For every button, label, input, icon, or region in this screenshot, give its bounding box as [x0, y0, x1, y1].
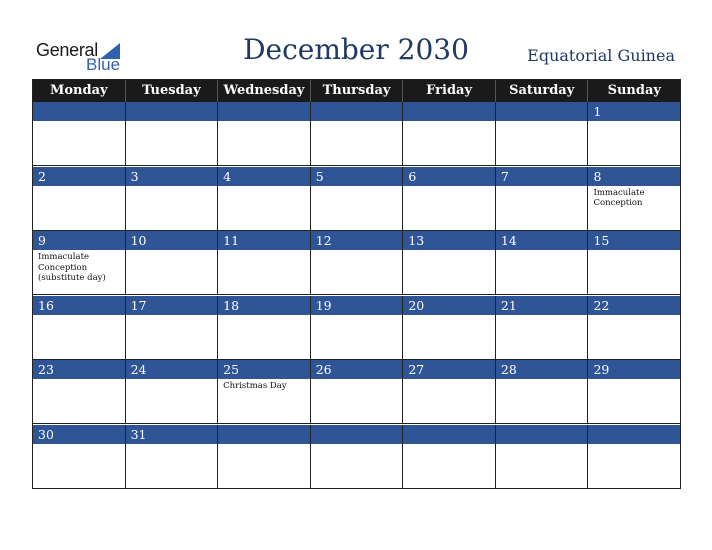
day-number: 30 — [33, 425, 125, 444]
day-cell — [311, 296, 404, 360]
weekday-header-row — [33, 80, 680, 102]
day-cell — [311, 167, 404, 231]
day-number: 21 — [496, 296, 588, 315]
day-number: 8 — [588, 167, 680, 186]
day-cell — [218, 167, 311, 231]
logo-blue-text: Blue — [86, 55, 121, 74]
week-row — [33, 296, 680, 360]
day-cell — [218, 231, 311, 295]
week-row — [33, 167, 680, 231]
calendar-grid — [32, 79, 681, 489]
day-cell — [33, 296, 126, 360]
day-number: 2 — [33, 167, 125, 186]
holiday-label: Immaculate Conception (substitute day) — [38, 252, 106, 283]
day-number — [218, 102, 310, 121]
day-number — [496, 102, 588, 121]
day-number: 11 — [218, 231, 310, 250]
weekday-header: Monday — [33, 80, 126, 102]
weekday-header: Sunday — [607, 83, 661, 98]
day-number: 19 — [311, 296, 403, 315]
day-cell — [496, 360, 589, 424]
day-number: 9 — [33, 231, 125, 250]
day-cell — [403, 167, 496, 231]
day-number: 15 — [588, 231, 680, 250]
day-number: 18 — [218, 296, 310, 315]
week-row — [33, 360, 680, 424]
day-cell — [588, 360, 680, 424]
holiday-label: Immaculate Conception — [593, 187, 645, 208]
day-number — [311, 102, 403, 121]
day-cell — [403, 102, 496, 166]
day-number: 23 — [33, 360, 125, 379]
day-cell — [496, 102, 589, 166]
day-number: 28 — [496, 360, 588, 379]
day-number — [496, 425, 588, 444]
day-number — [588, 425, 680, 444]
weekday-header: Thursday — [311, 80, 404, 102]
day-number: 24 — [126, 360, 218, 379]
week-row — [33, 231, 680, 295]
day-number: 6 — [403, 167, 495, 186]
day-number — [33, 102, 125, 121]
day-cell — [33, 167, 126, 231]
day-cell — [403, 425, 496, 489]
week-row — [33, 425, 680, 489]
day-cell — [33, 360, 126, 424]
day-cell — [126, 102, 219, 166]
day-cell — [126, 296, 219, 360]
day-cell — [403, 231, 496, 295]
weekday-header: Wednesday — [218, 80, 311, 102]
day-cell — [496, 167, 589, 231]
day-number: 3 — [126, 167, 218, 186]
day-cell — [588, 296, 680, 360]
day-cell — [588, 102, 680, 166]
day-number: 5 — [311, 167, 403, 186]
day-cell — [403, 360, 496, 424]
day-number — [126, 102, 218, 121]
day-number: 14 — [496, 231, 588, 250]
logo-general-text: General — [36, 40, 98, 60]
day-number — [218, 425, 310, 444]
day-cell — [311, 231, 404, 295]
day-cell — [218, 425, 311, 489]
day-cell — [496, 425, 589, 489]
weekday-header: Friday — [403, 80, 496, 102]
day-number: 26 — [311, 360, 403, 379]
day-number: 31 — [126, 425, 218, 444]
day-cell — [126, 360, 219, 424]
day-cell — [33, 231, 126, 295]
day-number — [403, 102, 495, 121]
day-cell — [126, 425, 219, 489]
country-name: Equatorial Guinea — [527, 46, 675, 65]
day-number — [403, 425, 495, 444]
calendar-title: December 2030 — [243, 33, 469, 66]
day-number: 20 — [403, 296, 495, 315]
day-number: 13 — [403, 231, 495, 250]
day-number: 22 — [588, 296, 680, 315]
day-number: 7 — [496, 167, 588, 186]
day-cell — [496, 231, 589, 295]
day-cell — [33, 102, 126, 166]
week-row — [33, 102, 680, 166]
day-cell — [311, 102, 404, 166]
day-number: 29 — [588, 360, 680, 379]
day-cell — [126, 231, 219, 295]
day-number: 12 — [311, 231, 403, 250]
day-cell — [588, 425, 680, 489]
day-cell — [218, 102, 311, 166]
day-number: 17 — [126, 296, 218, 315]
day-cell — [126, 167, 219, 231]
day-cell — [311, 360, 404, 424]
weekday-header: Saturday — [496, 80, 589, 102]
day-number: 4 — [218, 167, 310, 186]
day-number — [311, 425, 403, 444]
weekday-header: Tuesday — [126, 80, 219, 102]
day-cell — [218, 296, 311, 360]
day-number: 27 — [403, 360, 495, 379]
day-cell — [588, 167, 680, 231]
day-cell — [218, 360, 311, 424]
day-cell — [496, 296, 589, 360]
day-number: 1 — [588, 102, 680, 121]
day-number: 25 — [218, 360, 310, 379]
day-number: 16 — [33, 296, 125, 315]
day-number: 10 — [126, 231, 218, 250]
day-cell — [403, 296, 496, 360]
day-cell — [33, 425, 126, 489]
day-cell — [311, 425, 404, 489]
holiday-label: Christmas Day — [223, 381, 287, 391]
day-cell — [588, 231, 680, 295]
